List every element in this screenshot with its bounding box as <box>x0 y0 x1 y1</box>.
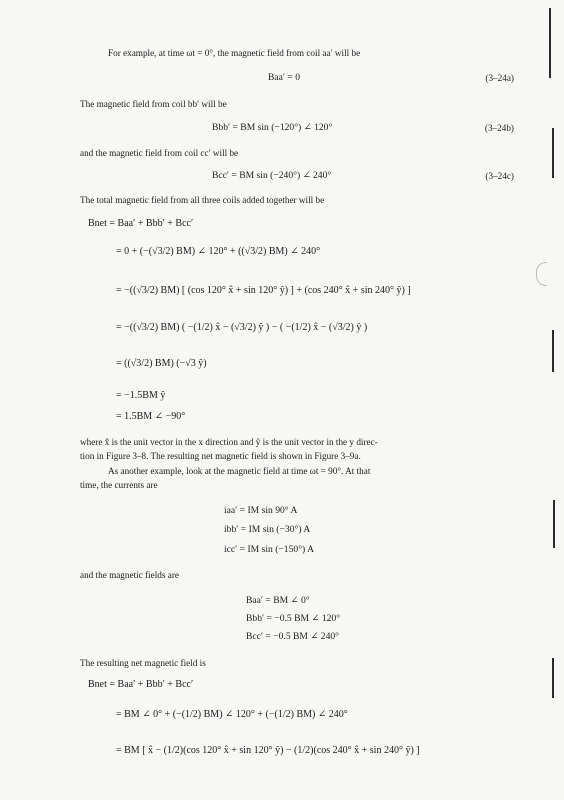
derivation-step: Bnet = Baa′ + Bbb′ + Bcc′ <box>88 679 194 690</box>
derivation-step: = 0 + (−(√3/2) BM) ∠ 120° + ((√3/2) BM) ∠ 240° <box>116 246 321 257</box>
field-equation: Bcc′ = −0.5 BM ∠ 240° <box>246 631 340 642</box>
derivation-step: = BM [ x̂ − (1/2)(cos 120° x̂ + sin 120° ŷ) − (1/2)(cos 240° x̂ + sin 240° ŷ) ] <box>116 745 420 756</box>
body-line: The resulting net magnetic field is <box>80 658 206 668</box>
scan-smudge <box>536 262 547 286</box>
scan-edge-mark <box>553 500 555 548</box>
scan-edge-mark <box>549 8 551 78</box>
derivation-step: = −((√3/2) BM) ( −(1/2) x̂ − (√3/2) ŷ ) − ( −(1/2) x̂ − (√3/2) ŷ ) <box>116 322 368 333</box>
body-line: time, the currents are <box>80 480 158 490</box>
derivation-step: = −((√3/2) BM) [ (cos 120° x̂ + sin 120° ŷ) ] + (cos 240° x̂ + sin 240° ŷ) ] <box>116 285 411 296</box>
current-equation: icc′ = IM sin (−150°) A <box>224 544 315 555</box>
scan-edge-mark <box>552 658 554 698</box>
intro-line: The total magnetic field from all three coils added together will be <box>80 195 325 205</box>
scan-edge-mark <box>552 128 554 178</box>
body-line: and the magnetic fields are <box>80 570 179 580</box>
derivation-step: = −1.5BM ŷ <box>116 390 166 401</box>
derivation-step: = BM ∠ 0° + (−(1/2) BM) ∠ 120° + (−(1/2) BM) ∠ 240° <box>116 709 348 720</box>
body-line: tion in Figure 3–8. The resulting net magnetic field is shown in Figure 3–9a. <box>80 451 361 461</box>
equation-number: (3–24c) <box>485 171 514 181</box>
equation: Baa′ = 0 <box>268 72 301 83</box>
body-line: where x̂ is the unit vector in the x direction and ŷ is the unit vector in the y direc- <box>80 437 378 447</box>
derivation-step: = ((√3/2) BM) (−√3 ŷ) <box>116 358 207 369</box>
derivation-step: Bnet = Baa′ + Bbb′ + Bcc′ <box>88 218 194 229</box>
scan-edge-mark <box>552 330 554 372</box>
equation-number: (3–24b) <box>484 123 514 133</box>
body-line: As another example, look at the magnetic field at time ωt = 90°. At that <box>108 466 371 476</box>
field-equation: Baa′ = BM ∠ 0° <box>246 595 310 606</box>
equation-number: (3–24a) <box>485 73 514 83</box>
equation: Bbb′ = BM sin (−120°) ∠ 120° <box>212 122 333 133</box>
intro-line: The magnetic field from coil bb′ will be <box>80 99 227 109</box>
intro-line: For example, at time ωt = 0°, the magnetic field from coil aa′ will be <box>108 48 361 58</box>
equation: Bcc′ = BM sin (−240°) ∠ 240° <box>212 170 332 181</box>
current-equation: ibb′ = IM sin (−30°) A <box>224 524 311 535</box>
intro-line: and the magnetic field from coil cc′ will be <box>80 148 239 158</box>
current-equation: iaa′ = IM sin 90° A <box>224 505 298 516</box>
derivation-step: = 1.5BM ∠ −90° <box>116 411 186 422</box>
field-equation: Bbb′ = −0.5 BM ∠ 120° <box>246 613 341 624</box>
